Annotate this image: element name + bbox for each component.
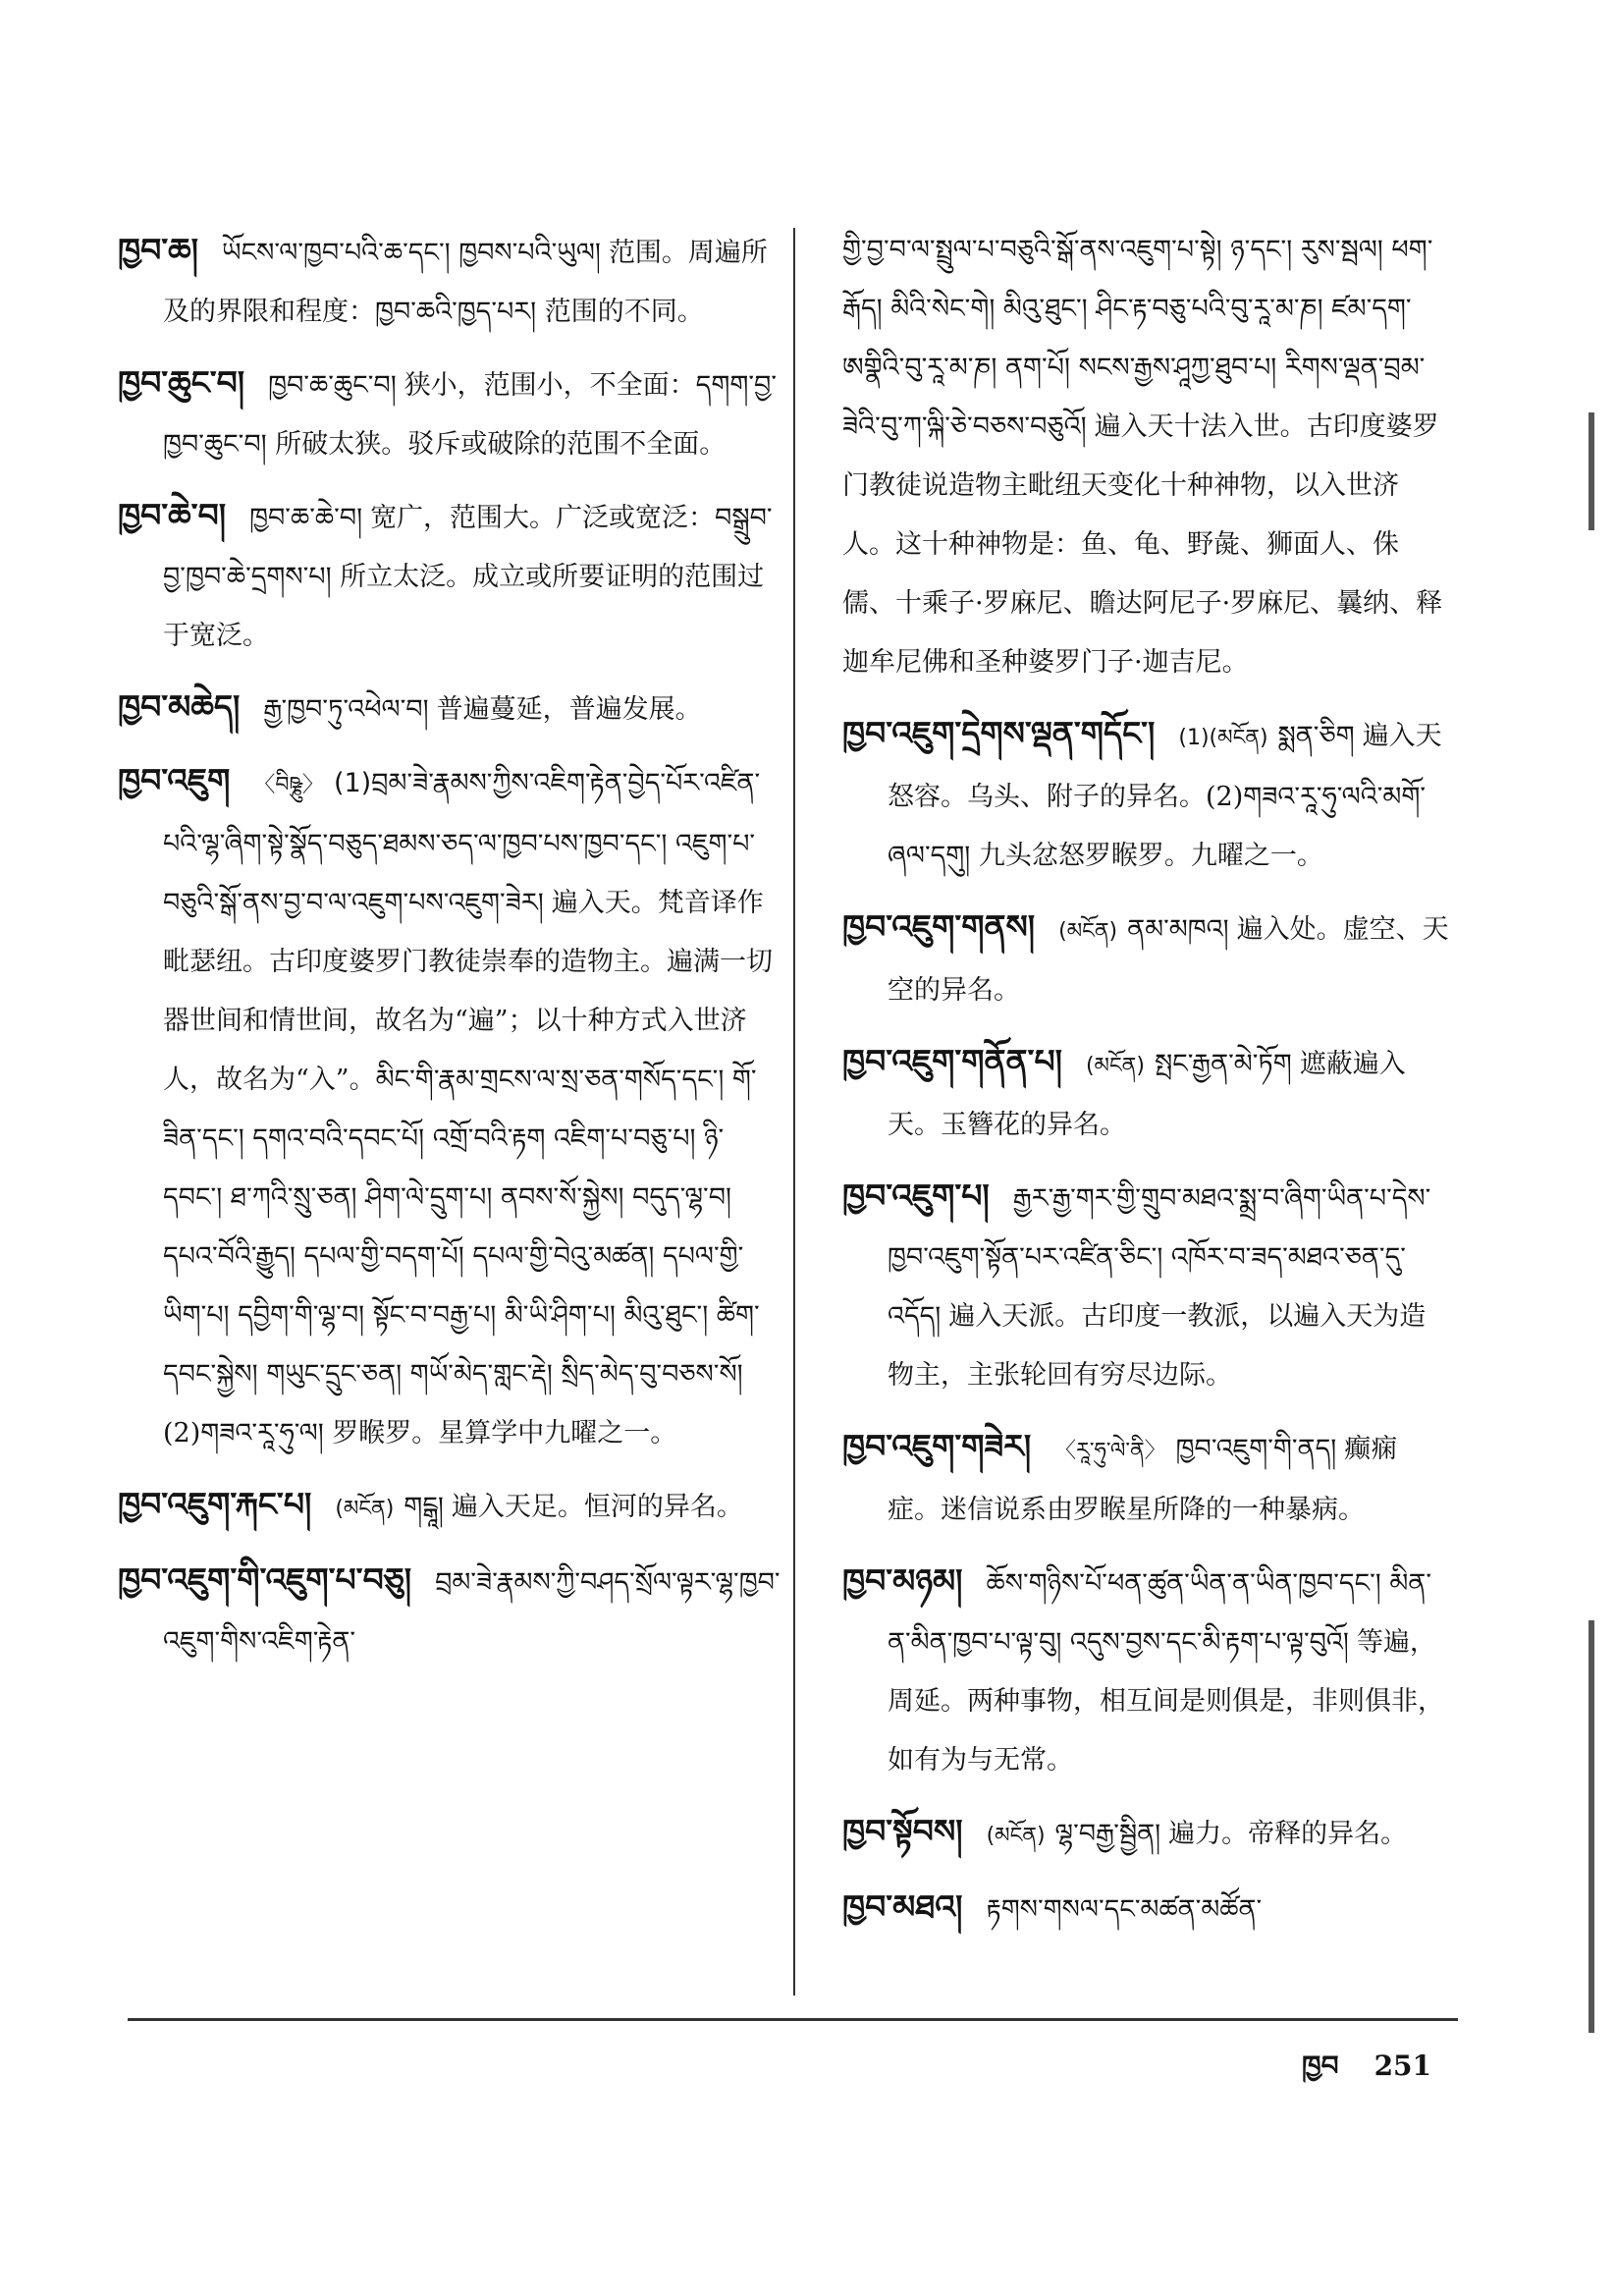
tibetan-definition: ཁྱབ་ཆ་ཆུང་བ། [268, 370, 397, 401]
tibetan-definition: རྟགས་གསལ་དང་མཚན་མཚོན་ [986, 1894, 1263, 1925]
footer-rule [128, 2018, 1458, 2021]
dict-entry [118, 354, 781, 474]
tibetan-definition: གངྒཱ། [404, 1492, 444, 1522]
tibetan-definition: ཁྱབ་འཇུག་གི་ནད། [1175, 1434, 1337, 1464]
dict-entry [842, 1802, 1449, 1866]
headword: ཁྱབ་འཇུག་གཟེར། [842, 1427, 1032, 1465]
headword: ཁྱབ་མཆེད། [118, 687, 241, 726]
tibetan-definition: ཁྱབ་ཆ་ཆེ་བ། [249, 503, 363, 533]
dict-entry [118, 221, 781, 342]
dict-entry [118, 486, 781, 666]
grammar-tag: 〈བིཥྞུ〉 [253, 773, 324, 797]
headword: ཁྱབ་སྟོབས། [842, 1812, 963, 1850]
headword: ཁྱབ་ཆེ་བ། [118, 496, 227, 534]
tibetan-definition: རྒྱ་ཁྱབ་ཏུ་འཕེལ་བ། [263, 694, 429, 725]
tibetan-definition: བྲམ་ཟེ་རྣམས་ཀྱི་བཤད་སྲོལ་ལྟར་ལྷ་ཁྱབ་འཇུག་གིས་འཇིག་རྟེན་ [163, 1567, 781, 1657]
tibetan-definition: གྱི་བྱ་བ་ལ་སྤྲུལ་པ་བཅུའི་སྒོ་ནས་འཇུག་པ་སྟེ། ཉ་དང་། རུས་སྦལ། ཕག་རྒོད། མིའི་སེང་གེ། མིའུ་ཐུང་། ཤིང་རྟ་བཅུ་པའི་བུ་རཱ་མ་ཎ། ཛམ་དག་ཨགྣིའི་བུ་རཱ་མ་ཎ། ནག་པོ། སངས་རྒྱས་ཤཱཀྱ་ཐུབ་པ། རིགས་ལྡན་བྲམ་ཟེའི་བུ་ཀ་ལྐི་ཅེ་བཅས་བཅུའོ། [842, 235, 1433, 442]
left-column [118, 221, 781, 1683]
scan-edge-mark [1589, 412, 1594, 530]
chinese-definition: 遍力。帝释的异名。 [1168, 1819, 1408, 1849]
chinese-definition: 遍入天派。古印度一教派，以遍入天为造物主，主张轮回有穷尽边际。 [888, 1301, 1427, 1391]
headword: ཁྱབ་འཇུག་གནས། [842, 907, 1036, 946]
chinese-definition: 范围。周遍所及的界限和程度：ཁྱབ་ཆའི་ཁྱད་པར། 范围的不同。 [163, 238, 768, 327]
column-divider [793, 228, 795, 1995]
chinese-definition: 遍入天十法入世。古印度婆罗门教徒说造物主毗纽天变化十种神物，以入世济人。这十种神物是：鱼、龟、野彘、狮面人、侏儒、十乘子·罗麻尼、瞻达阿尼子·罗麻尼、曩纳、释迦牟尼佛和圣种婆罗门子·迦吉尼。 [842, 411, 1443, 678]
tibetan-definition: ཡོངས་ལ་ཁྱབ་པའི་ཆ་དང་། ཁྱབས་པའི་ཡུལ། [222, 238, 601, 268]
grammar-tag: (མངོན) [1085, 1054, 1145, 1078]
scan-edge-mark [1589, 1620, 1594, 2033]
page-footer [1266, 2035, 1431, 2112]
page-number: 251 [1374, 2050, 1432, 2082]
headword: ཁྱབ་མཐའ། [842, 1887, 963, 1926]
headword: ཁྱབ་ཆ། [118, 231, 199, 269]
chinese-definition: 癫痫症。迷信说系由罗睺星所降的一种暴病。 [888, 1434, 1398, 1525]
chinese-definition: 遍入天足。恒河的异名。 [451, 1492, 743, 1522]
chinese-definition: 宽广，范围大。广泛或宽泛：བསྒྲུབ་བྱ་ཁྱབ་ཆེ་དྲགས་པ། 所立太泛。成立或所要证明的范围过于宽泛。 [163, 503, 773, 651]
headword: ཁྱབ་འཇུག་དྲེགས་ལྡན་གདོང་། [842, 714, 1156, 752]
headword: ཁྱབ་འཇུག་གནོན་པ། [842, 1042, 1062, 1080]
dict-entry [118, 751, 781, 1463]
headword: ཁྱབ་འཇུག་རྐང་པ། [118, 1485, 312, 1523]
headword: ཁྱབ་འཇུག་གི་འཇུག་པ་བཅུ། [118, 1560, 412, 1599]
dict-entry [842, 1032, 1449, 1155]
dict-entry [842, 1878, 1449, 1940]
grammar-tag: (མངོན) [335, 1497, 395, 1521]
headword: ཁྱབ་འཇུག [118, 761, 231, 799]
grammar-tag: (མངོན) [1058, 919, 1118, 944]
chinese-definition: 遮蔽遍入天。玉簪花的异名。 [888, 1049, 1406, 1140]
dict-entry [118, 678, 781, 739]
headword: ཁྱབ་ཆུང་བ། [118, 363, 245, 402]
right-column [842, 221, 1449, 1951]
headword: ཁྱབ་མཉམ། [842, 1561, 963, 1600]
dict-entry [842, 1167, 1449, 1405]
dict-entry [842, 1552, 1449, 1790]
tibetan-definition: (1)བྲམ་ཟེ་རྣམས་ཀྱིས་འཇིག་རྟེན་བྱེད་པོར་འཛིན་པའི་ལྷ་ཞིག་སྟེ་སྣོད་བཅུད་ཐམས་ཅད་ལ་ཁྱབ་པས་ཁྱབ་དང་། འཇུག་པ་བཅུའི་སྒོ་ནས་བྱ་བ་ལ་འཇུག་པས་འཇུག་ཟེར། [163, 768, 761, 918]
chinese-definition: 遍入处。虚空、天空的异名。 [888, 914, 1449, 1006]
chinese-definition: 遍入天怒容。乌头、附子的异名。(2)གཟའ་རཱ་ཧུ་ལའི་མགོ་ཞལ་དགུ། 九头忿怒罗睺罗。九曜之一。 [888, 721, 1442, 871]
tibetan-definition: ཆོས་གཉིས་པོ་ཕན་ཚུན་ཡིན་ན་ཡིན་ཁྱབ་དང་། མིན་ན་མིན་ཁྱབ་པ་ལྟ་བུ། འདུས་བྱས་དང་མི་རྟག་པ་ལྟ་བུའོ། [888, 1568, 1431, 1658]
chinese-definition: 狭小，范围小，不全面：དགག་བྱ་ཁྱབ་ཆུང་བ། 所破太狭。驳斥或破除的范围不全面。 [163, 370, 777, 460]
chinese-definition: 普遍蔓延，普遍发展。 [436, 694, 702, 725]
tibetan-definition: རྒྱར་རྒྱ་གར་གྱི་གྲུབ་མཐའ་སྨྲ་བ་ཞིག་ཡིན་པ་དེས་ཁྱབ་འཇུག་སྟོན་པར་འཛིན་ཅིང་། འཁོར་བ་ཟད་མཐའ་ཅན་དུ་འདོད། [888, 1183, 1431, 1332]
grammar-tag: 〈རཱ་ཧུ་ལེ་ནི〉 [1054, 1439, 1166, 1463]
dict-entry [842, 704, 1449, 886]
chinese-definition: 等遍，周延。两种事物，相互间是则俱是，非则俱非，如有为与无常。 [888, 1627, 1444, 1776]
dict-entry [842, 1417, 1449, 1540]
tibetan-definition: ནམ་མཁའ། [1127, 914, 1229, 945]
running-head: ཁྱབ [1302, 2050, 1339, 2082]
dict-entry [118, 1551, 781, 1671]
tibetan-definition: ལྷ་བརྒྱ་སྦྱིན། [1054, 1819, 1161, 1849]
chinese-definition: 遍入天。梵音译作毗瑟纽。古印度婆罗门教徒崇奉的造物主。遍满一切器世间和情世间，故名为“遍”；以十种方式入世济人，故名为“入”。མིང་གི་རྣམ་གྲངས་ལ་སྲ་ཅན་གསོད་དང་། གོ་ཟིན་དང་། དགའ་བའི་དབང་པོ། འགྲོ་བའི་རྟག འཇིག་པ་བཅུ་པ། ཉི་དབང་། ཐ་ཀའི་སྲུ་ཅན། ཤིག་ལེ་དྲུག་པ། ནབས་སོ་སྐྱེས། བདུད་ལྷ་བ། དཔའ་བོའི་རྒྱུད། དཔལ་གྱི་བདག་པོ། དཔལ་གྱི་བེའུ་མཚན། དཔལ་གྱི་ཡིག་པ། དབྱིག་གི་ལྷ་བ། སྟོང་བ་བརྒྱ་པ། མི་ཡི་ཤིག་པ། མིའུ་ཐུང་། ཚིག་དབང་སྐྱེས། གཡུང་དྲུང་ཅན། གཡོ་མེད་གླང་རྡེ། སྲིད་མེད་བུ་བཅས་སོ། (2)གཟའ་རཱ་ཧུ་ལ། 罗睺罗。星算学中九曜之一。 [163, 888, 773, 1449]
tibetan-definition: སྤང་རྒྱན་མེ་ཏོག [1154, 1049, 1292, 1079]
dict-entry [118, 1475, 781, 1539]
grammar-tag: (མངོན) [986, 1824, 1046, 1848]
tibetan-definition: སྨན་ཅིག [1277, 721, 1355, 751]
grammar-tag: (1)(མངོན) [1178, 726, 1268, 750]
dict-entry [842, 898, 1449, 1020]
headword: ཁྱབ་འཇུག་པ། [842, 1176, 990, 1215]
dict-entry-continued [842, 221, 1449, 692]
